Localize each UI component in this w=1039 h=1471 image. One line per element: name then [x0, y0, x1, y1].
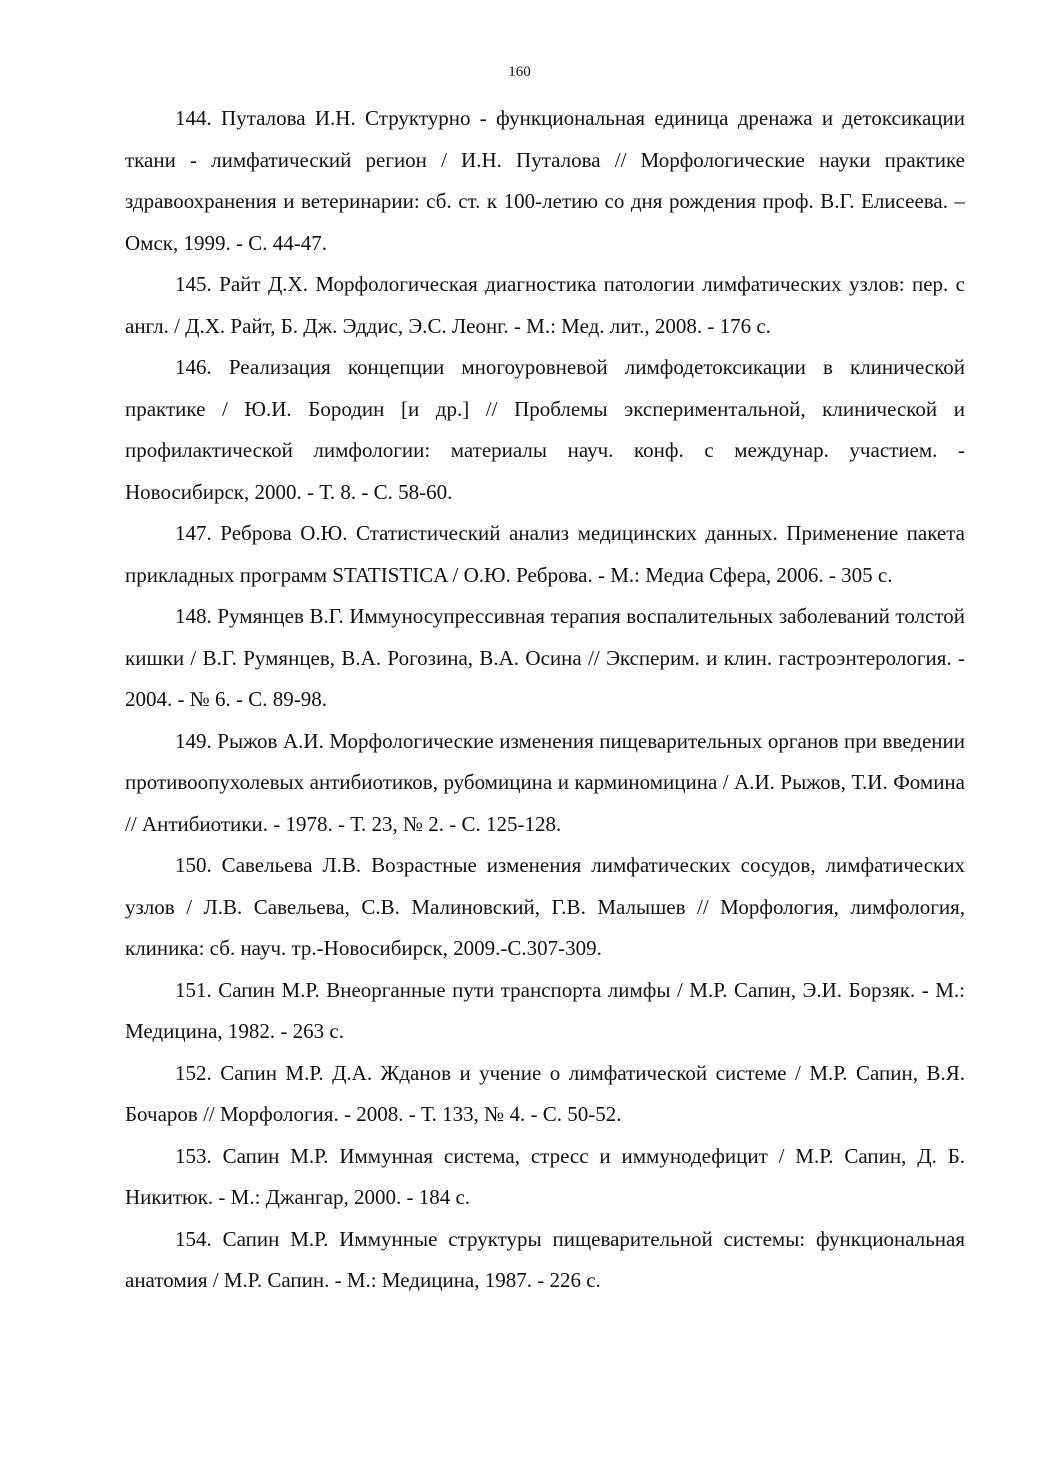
reference-item: 150. Савельева Л.В. Возрастные изменения лимфатических сосудов, лимфатических узлов / Л.В. Савельева, С.В. Малиновский, Г.В. Малышев // Морфология, лимфология, клиника: сб. науч. тр.-Новосибирск, 2009.-С.307-309.: [125, 853, 965, 960]
reference-item: 151. Сапин М.Р. Внеорганные пути транспорта лимфы / М.Р. Сапин, Э.И. Борзяк. - М.: Медицина, 1982. - 263 с.: [125, 977, 965, 1043]
reference-item: 148. Румянцев В.Г. Иммуносупрессивная терапия воспалительных заболеваний толстой кишки / В.Г. Румянцев, В.А. Рогозина, В.А. Осина // Эксперим. и клин. гастроэнтерология. - 2004. - № 6. - С. 89-98.: [125, 604, 965, 711]
reference-item: 144. Путалова И.Н. Структурно - функциональная единица дренажа и детоксикации ткани - лимфатический регион / И.Н. Путалова // Морфологические науки практике здравоохранения и ветеринарии: сб. ст. к 100-летию со дня рождения проф. В.Г. Елисеева. – Омск, 1999. - С. 44-47.: [125, 106, 965, 255]
reference-item: 145. Райт Д.Х. Морфологическая диагностика патологии лимфатических узлов: пер. с англ. / Д.Х. Райт, Б. Дж. Эддис, Э.С. Леонг. - М.: Мед. лит., 2008. - 176 с.: [125, 272, 965, 338]
reference-list: [125, 98, 965, 1302]
reference-item: 152. Сапин М.Р. Д.А. Жданов и учение о лимфатической системе / М.Р. Сапин, В.Я. Бочаров // Морфология. - 2008. - Т. 133, № 4. - С. 50-52.: [125, 1060, 965, 1126]
reference-item: 149. Рыжов А.И. Морфологические изменения пищеварительных органов при введении противоопухолевых антибиотиков, рубомицина и карминомицина / А.И. Рыжов, Т.И. Фомина // Антибиотики. - 1978. - Т. 23, № 2. - С. 125-128.: [125, 728, 965, 836]
reference-item: 147. Реброва О.Ю. Статистический анализ медицинских данных. Применение пакета прикладных программ STATISTICA / О.Ю. Реброва. - М.: Медиа Сфера, 2006. - 305 с.: [125, 521, 965, 587]
page-number: 160: [508, 64, 531, 80]
reference-item: 154. Сапин М.Р. Иммунные структуры пищеварительной системы: функциональная анатомия / М.Р. Сапин. - М.: Медицина, 1987. - 226 с.: [125, 1226, 965, 1292]
reference-item: 153. Сапин М.Р. Иммунная система, стресс и иммунодефицит / М.Р. Сапин, Д. Б. Никитюк. - М.: Джангар, 2000. - 184 с.: [125, 1143, 965, 1209]
reference-item: 146. Реализация концепции многоуровневой лимфодетоксикации в клинической практике / Ю.И. Бородин [и др.] // Проблемы экспериментальной, клинической и профилактической лимфологии: материалы науч. конф. с междунар. участием. - Новосибирск, 2000. - Т. 8. - С. 58-60.: [125, 355, 965, 504]
